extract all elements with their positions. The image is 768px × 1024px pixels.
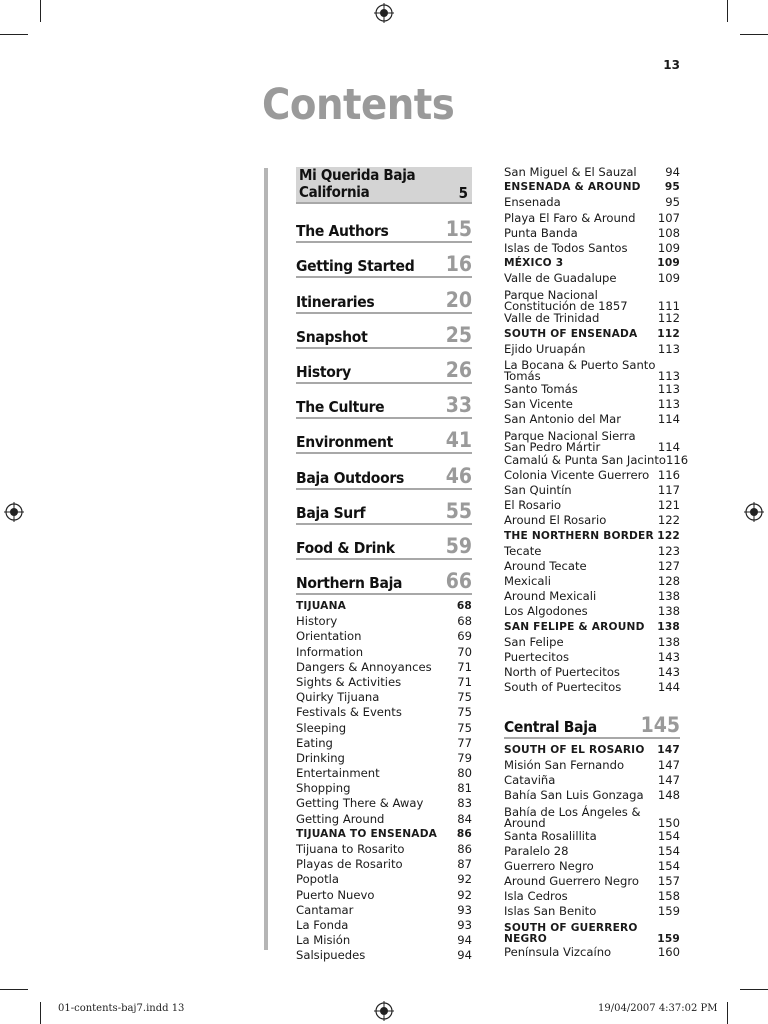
chapter-page-number: 66 [445, 569, 472, 594]
entry-title: Bahía de Los Ángeles & Around [504, 804, 641, 830]
entry-title: North of Puertecitos [504, 665, 620, 680]
entry-title: SAN FELIPE & AROUND [504, 620, 645, 633]
chapter-page-number: 5 [458, 184, 468, 202]
toc-entry[interactable] [296, 812, 472, 827]
toc-entry[interactable] [296, 933, 472, 948]
toc-entry[interactable] [296, 797, 472, 812]
entry-page-number: 68 [457, 614, 472, 629]
entry-title: Ensenada [504, 195, 561, 210]
section-heading[interactable] [504, 920, 680, 945]
entry-title: San Miguel & El Sauzal [504, 164, 637, 179]
toc-entry[interactable] [504, 452, 689, 468]
entry-title: Los Algodones [504, 604, 588, 619]
entry-title: Valle de Trinidad [504, 311, 600, 326]
entry-title: Entertainment [296, 766, 380, 781]
entry-page-number: 111 [657, 298, 680, 313]
entry-page-number: 116 [666, 452, 689, 467]
entry-title: Bahía San Luis Gonzaga [504, 788, 644, 803]
chapter-page-number: 20 [445, 287, 472, 312]
entry-title: Isla Cedros [504, 889, 568, 904]
entry-title: THE NORTHERN BORDER [504, 529, 654, 542]
entry-title: La Fonda [296, 917, 349, 932]
toc-entry[interactable] [296, 888, 472, 903]
chapter-title: Baja Surf [296, 503, 366, 522]
entry-page-number: 160 [657, 944, 680, 959]
crop-mark [727, 1002, 728, 1024]
chapter-title: History [296, 363, 351, 382]
toc-entry[interactable] [296, 675, 472, 690]
toc-entry[interactable] [296, 766, 472, 781]
page-number: 13 [663, 58, 680, 72]
chapter-title: Food & Drink [296, 538, 395, 557]
entry-title: San Felipe [504, 634, 564, 649]
chapter-page-number: 59 [445, 533, 472, 558]
entry-page-number: 128 [657, 574, 680, 589]
entry-title: SOUTH OF EL ROSARIO [504, 743, 645, 756]
entry-title: Valle de Guadalupe [504, 271, 617, 286]
entry-page-number: 107 [657, 210, 680, 225]
entry-page-number: 158 [657, 889, 680, 904]
entry-title: Getting There & Away [296, 796, 424, 811]
entry-title: Shopping [296, 781, 351, 796]
toc-entry[interactable] [504, 513, 680, 528]
chapter-page-number: 46 [445, 463, 472, 488]
entry-title: Orientation [296, 629, 362, 644]
toc-entry[interactable] [504, 874, 680, 889]
entry-page-number: 116 [657, 467, 680, 482]
toc-entry[interactable] [296, 736, 472, 751]
entry-title: Festivals & Events [296, 705, 402, 720]
chapter-heading[interactable] [296, 247, 472, 278]
toc-entry[interactable] [504, 605, 680, 620]
entry-page-number: 122 [657, 529, 680, 542]
contents-column-2 [504, 164, 689, 960]
entry-page-number: 75 [457, 690, 472, 705]
entry-title: Punta Banda [504, 225, 578, 240]
entry-page-number: 94 [457, 933, 472, 948]
toc-entry[interactable] [504, 559, 680, 574]
entry-title: Parque Nacional Sierra San Pedro Mártir [504, 428, 636, 454]
chapter-heading[interactable] [504, 708, 680, 739]
toc-entry[interactable] [504, 574, 680, 589]
toc-entry[interactable] [504, 397, 680, 412]
entry-page-number: 150 [657, 815, 680, 830]
toc-entry[interactable] [296, 705, 472, 720]
section-heading[interactable] [504, 620, 680, 635]
entry-title: Playas de Rosarito [296, 857, 403, 872]
contents-column-1 [296, 167, 472, 964]
entry-page-number: 154 [657, 843, 680, 858]
entry-page-number: 113 [657, 397, 680, 412]
entry-title: Around Tecate [504, 558, 587, 573]
chapter-title: Mi Querida Baja California [299, 166, 416, 201]
entry-page-number: 138 [657, 620, 680, 633]
entry-title: Eating [296, 735, 333, 750]
entry-title: San Antonio del Mar [504, 412, 622, 427]
chapter-page-number: 26 [445, 358, 472, 383]
toc-entry[interactable] [504, 312, 680, 327]
entry-title: Ejido Uruapán [504, 341, 586, 356]
toc-entry[interactable] [504, 859, 680, 874]
entry-page-number: 108 [657, 225, 680, 240]
entry-title: Parque Nacional Constitución de 1857 [504, 287, 628, 313]
toc-entry[interactable] [504, 498, 680, 513]
toc-entry[interactable] [504, 428, 680, 453]
toc-entry[interactable] [504, 382, 680, 397]
chapter-title: Northern Baja [296, 574, 403, 593]
chapter-heading[interactable] [296, 564, 472, 595]
entry-title: South of Puertecitos [504, 680, 622, 695]
toc-entry[interactable] [504, 483, 680, 498]
registration-mark-icon [374, 1001, 394, 1021]
toc-entry[interactable] [504, 773, 680, 788]
entry-title: La Bocana & Puerto Santo Tomás [504, 358, 656, 384]
toc-entry[interactable] [504, 241, 680, 256]
toc-entry[interactable] [504, 829, 680, 844]
chapter-heading[interactable] [296, 212, 472, 243]
toc-entry[interactable] [504, 788, 680, 803]
entry-title: Islas San Benito [504, 904, 597, 919]
toc-entry[interactable] [296, 903, 472, 918]
entry-page-number: 157 [657, 874, 680, 889]
entry-title: Colonia Vicente Guerrero [504, 467, 650, 482]
toc-entry[interactable] [504, 271, 680, 286]
section-heading[interactable] [296, 827, 472, 842]
toc-entry[interactable] [296, 872, 472, 887]
entry-title: Mexicali [504, 574, 551, 589]
entry-page-number: 81 [457, 781, 472, 796]
entry-page-number: 147 [657, 757, 680, 772]
entry-page-number: 109 [657, 257, 680, 270]
entry-title: Popotla [296, 872, 339, 887]
entry-page-number: 83 [457, 796, 472, 811]
entry-page-number: 159 [657, 932, 680, 945]
page-title: Contents [262, 80, 455, 130]
section-heading[interactable] [504, 180, 680, 195]
entry-title: Santa Rosalillita [504, 828, 597, 843]
entry-page-number: 121 [657, 498, 680, 513]
entry-page-number: 117 [657, 482, 680, 497]
entry-page-number: 68 [456, 600, 472, 613]
entry-title: Camalú & Punta San Jacinto [504, 452, 667, 467]
toc-entry[interactable] [504, 287, 680, 312]
chapter-page-number: 41 [445, 428, 472, 453]
entry-title: Puertecitos [504, 650, 569, 665]
toc-entry[interactable] [504, 589, 680, 604]
entry-page-number: 159 [657, 904, 680, 919]
entry-page-number: 147 [657, 743, 680, 756]
entry-page-number: 138 [657, 634, 680, 649]
entry-page-number: 94 [665, 164, 680, 179]
toc-entry[interactable] [504, 357, 680, 382]
toc-entry[interactable] [504, 758, 680, 773]
toc-entry[interactable] [504, 468, 680, 483]
entry-page-number: 122 [657, 513, 680, 528]
entry-page-number: 79 [457, 750, 472, 765]
entry-title: Puerto Nuevo [296, 887, 375, 902]
chapter-page-number: 16 [445, 252, 472, 277]
entry-page-number: 143 [657, 650, 680, 665]
toc-entry[interactable] [296, 751, 472, 766]
entry-page-number: 114 [657, 439, 680, 454]
toc-entry[interactable] [296, 857, 472, 872]
footer-timestamp: 19/04/2007 4:37:02 PM [598, 1003, 718, 1014]
entry-page-number: 127 [657, 558, 680, 573]
entry-title: Around Guerrero Negro [504, 874, 640, 889]
entry-page-number: 144 [657, 680, 680, 695]
toc-entry[interactable] [296, 629, 472, 644]
entry-title: ENSENADA & AROUND [504, 181, 641, 194]
toc-entry[interactable] [296, 645, 472, 660]
entry-title: Quirky Tijuana [296, 690, 380, 705]
entry-page-number: 109 [657, 271, 680, 286]
entry-title: Around El Rosario [504, 513, 607, 528]
entry-title: Tecate [504, 543, 542, 558]
chapter-heading[interactable] [296, 458, 472, 489]
entry-page-number: 147 [657, 773, 680, 788]
entry-title: Cataviña [504, 773, 556, 788]
entry-title: San Quintín [504, 482, 572, 497]
toc-entry[interactable] [504, 804, 680, 829]
entry-page-number: 71 [457, 659, 472, 674]
entry-page-number: 143 [657, 665, 680, 680]
toc-entry[interactable] [504, 342, 680, 357]
chapter-heading[interactable] [296, 282, 472, 313]
toc-entry[interactable] [504, 412, 680, 427]
entry-page-number: 71 [457, 674, 472, 689]
chapter-heading[interactable] [296, 167, 472, 204]
entry-title: Sleeping [296, 720, 347, 735]
entry-title: Playa El Faro & Around [504, 210, 636, 225]
entry-page-number: 84 [457, 811, 472, 826]
entry-title: Information [296, 644, 364, 659]
entry-page-number: 93 [457, 902, 472, 917]
entry-title: Dangers & Annoyances [296, 659, 432, 674]
chapter-heading[interactable] [296, 529, 472, 560]
entry-title: Islas de Todos Santos [504, 240, 628, 255]
toc-entry[interactable] [296, 660, 472, 675]
entry-page-number: 123 [657, 543, 680, 558]
entry-title: Península Vizcaíno [504, 944, 612, 959]
crop-mark [40, 0, 41, 22]
entry-page-number: 86 [456, 827, 472, 840]
crop-mark [0, 34, 28, 35]
entry-title: Getting Around [296, 811, 385, 826]
chapter-heading[interactable] [296, 353, 472, 384]
chapter-heading[interactable] [296, 318, 472, 349]
entry-page-number: 138 [657, 589, 680, 604]
registration-mark-icon [4, 502, 24, 522]
entry-page-number: 77 [457, 735, 472, 750]
chapter-page-number: 33 [445, 393, 472, 418]
entry-page-number: 86 [457, 842, 472, 857]
entry-title: Santo Tomás [504, 382, 578, 397]
entry-title: El Rosario [504, 498, 562, 513]
toc-entry[interactable] [296, 842, 472, 857]
toc-entry[interactable] [504, 844, 680, 859]
entry-page-number: 94 [457, 948, 472, 963]
entry-title: Salsipuedes [296, 948, 366, 963]
chapter-heading[interactable] [296, 423, 472, 454]
entry-page-number: 114 [657, 412, 680, 427]
chapter-title: The Culture [296, 398, 385, 417]
toc-entry[interactable] [296, 721, 472, 736]
entry-page-number: 93 [457, 917, 472, 932]
toc-entry[interactable] [504, 650, 680, 665]
registration-mark-icon [374, 3, 394, 23]
entry-page-number: 80 [457, 766, 472, 781]
crop-mark [740, 34, 768, 35]
entry-page-number: 148 [657, 788, 680, 803]
entry-title: SOUTH OF ENSENADA [504, 327, 638, 340]
entry-page-number: 109 [657, 240, 680, 255]
entry-page-number: 113 [657, 369, 680, 384]
entry-page-number: 154 [657, 858, 680, 873]
entry-title: Sights & Activities [296, 674, 402, 689]
entry-title: La Misión [296, 933, 351, 948]
entry-page-number: 75 [457, 705, 472, 720]
chapter-page-number: 145 [640, 712, 680, 737]
entry-title: San Vicente [504, 397, 573, 412]
toc-entry[interactable] [296, 918, 472, 933]
entry-page-number: 113 [657, 382, 680, 397]
crop-mark [40, 1002, 41, 1024]
toc-entry[interactable] [504, 889, 680, 904]
toc-entry[interactable] [296, 948, 472, 963]
toc-entry[interactable] [296, 781, 472, 796]
toc-entry[interactable] [504, 211, 680, 226]
chapter-heading[interactable] [296, 388, 472, 419]
chapter-title: Central Baja [504, 717, 597, 736]
section-heading[interactable] [504, 256, 680, 271]
entry-title: Drinking [296, 750, 345, 765]
toc-entry[interactable] [504, 544, 680, 559]
chapter-title: Itineraries [296, 292, 375, 311]
entry-title: History [296, 614, 338, 629]
entry-page-number: 70 [457, 644, 472, 659]
entry-page-number: 92 [457, 872, 472, 887]
crop-mark [727, 0, 728, 22]
section-heading[interactable] [296, 599, 472, 614]
toc-entry[interactable] [504, 905, 680, 920]
chapter-title: Baja Outdoors [296, 468, 404, 487]
chapter-page-number: 15 [445, 217, 472, 242]
toc-entry[interactable] [504, 635, 680, 650]
chapter-page-number: 55 [445, 498, 472, 523]
entry-page-number: 138 [657, 604, 680, 619]
entry-title: Misión San Fernando [504, 757, 625, 772]
entry-page-number: 113 [657, 341, 680, 356]
toc-entry[interactable] [504, 665, 680, 680]
chapter-title: The Authors [296, 222, 389, 241]
chapter-page-number: 25 [445, 322, 472, 347]
footer-file: 01-contents-baj7.indd 13 [58, 1003, 185, 1014]
entry-page-number: 154 [657, 828, 680, 843]
crop-mark [0, 989, 28, 990]
entry-page-number: 69 [457, 629, 472, 644]
entry-page-number: 92 [457, 887, 472, 902]
entry-title: Guerrero Negro [504, 858, 594, 873]
entry-page-number: 112 [657, 311, 680, 326]
toc-entry[interactable] [504, 226, 680, 241]
entry-page-number: 112 [657, 327, 680, 340]
side-bar [264, 168, 268, 950]
section-heading[interactable] [504, 327, 680, 342]
entry-page-number: 75 [457, 720, 472, 735]
entry-title: Around Mexicali [504, 589, 597, 604]
section-heading[interactable] [504, 743, 680, 758]
entry-title: Paralelo 28 [504, 843, 569, 858]
entry-title: Cantamar [296, 902, 354, 917]
entry-title: Tijuana to Rosarito [296, 842, 405, 857]
entry-title: TIJUANA [296, 600, 347, 613]
section-heading[interactable] [504, 529, 680, 544]
entry-title: SOUTH OF GUERRERO NEGRO [504, 921, 638, 945]
entry-title: TIJUANA TO ENSENADA [296, 827, 438, 840]
toc-entry[interactable] [296, 690, 472, 705]
toc-entry[interactable] [504, 945, 680, 960]
chapter-title: Environment [296, 433, 394, 452]
entry-title: MÉXICO 3 [504, 257, 564, 270]
toc-entry[interactable] [504, 195, 680, 210]
chapter-title: Getting Started [296, 257, 415, 276]
entry-page-number: 95 [665, 195, 680, 210]
entry-page-number: 87 [457, 857, 472, 872]
toc-entry[interactable] [504, 680, 680, 695]
chapter-heading[interactable] [296, 494, 472, 525]
toc-entry[interactable] [504, 165, 680, 180]
crop-mark [740, 989, 768, 990]
chapter-title: Snapshot [296, 327, 368, 346]
registration-mark-icon [744, 502, 764, 522]
toc-entry[interactable] [296, 614, 472, 629]
entry-page-number: 95 [664, 181, 680, 194]
